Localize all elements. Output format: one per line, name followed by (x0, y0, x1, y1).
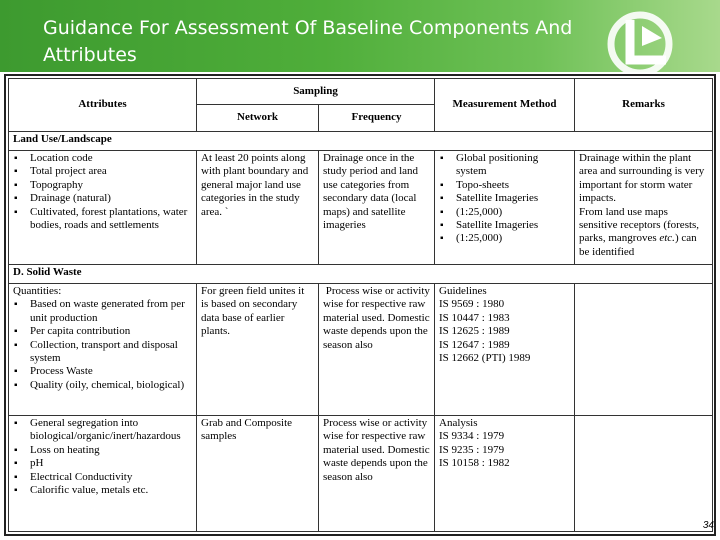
remarks-receptors-text: From land use maps sensitive receptors (forests, parks, mangroves (579, 205, 700, 245)
header-remarks: Remarks (575, 79, 713, 132)
remarks-etc: etc. (659, 232, 675, 245)
page-number: 34 (702, 520, 714, 531)
solid-waste-frequency-2: Process wise or activity wise for respective raw material used. Domestic waste depends upon the season also (319, 416, 435, 532)
solid-waste-remarks-2 (575, 416, 713, 532)
list-item: ▪ (1:25,000) (439, 232, 570, 245)
list-item: ▪ Electrical Conductivity (13, 471, 192, 484)
logo-icon (590, 8, 690, 74)
land-use-network: At least 20 points along with plant boundary and general major land use categories in the study area. ` (197, 151, 319, 265)
solid-waste-network-2: Grab and Composite samples (197, 416, 319, 532)
list-item: IS 10158 : 1982 (439, 457, 510, 470)
remarks-receptors (579, 206, 708, 260)
list-item: IS 9235 : 1979 (439, 443, 505, 456)
list-item: ▪ Topography (13, 179, 192, 192)
section-solid-waste: D. Solid Waste (9, 265, 713, 284)
list-item: IS 12647 : 1989 (439, 338, 510, 351)
solid-waste-attributes-2 (9, 416, 197, 532)
header-measurement-method: Measurement Method (435, 79, 575, 132)
solid-waste-frequency-1: Process wise or activity wise for respective raw material used. Domestic waste depends upon the season also (319, 284, 435, 416)
list-item: IS 12662 (PTI) 1989 (439, 352, 531, 365)
land-use-frequency: Drainage once in the study period and land use categories from secondary data (local maps) and satellite imageries (319, 151, 435, 265)
solid-waste-remarks-1 (575, 284, 713, 416)
quantities-label: Quantities: (13, 285, 62, 297)
list-item: ▪ Calorific value, metals etc. (13, 484, 192, 497)
land-use-methods (435, 151, 575, 265)
land-use-remarks (575, 151, 713, 265)
header-network: Network (197, 105, 319, 132)
header-attributes: Attributes (9, 79, 197, 132)
list-item: ▪ General segregation into biological/organic/inert/hazardous (13, 417, 192, 444)
list-item: ▪ Location code (13, 152, 192, 165)
land-use-attributes (9, 151, 197, 265)
list-item: ▪ Satellite Imageries (439, 192, 570, 205)
list-item: ▪ Per capita contribution (13, 325, 192, 338)
section-land-use: Land Use/Landscape (9, 132, 713, 151)
list-item: ▪ Drainage (natural) (13, 192, 192, 205)
list-item: ▪ Global positioning system (439, 152, 570, 179)
list-item: ▪ Quality (oily, chemical, biological) (13, 379, 192, 392)
solid-waste-network-1: For green field unites it is based on secondary data base of earlier plants. (197, 284, 319, 416)
analysis-label: Analysis (439, 417, 478, 429)
baseline-table (8, 78, 713, 532)
list-item: ▪ Collection, transport and disposal system (13, 339, 192, 366)
list-item: ▪ Process Waste (13, 365, 192, 378)
guidelines-label: Guidelines (439, 285, 487, 297)
solid-waste-attributes-1 (9, 284, 197, 416)
title-bar (0, 0, 720, 72)
solid-waste-methods-1 (435, 284, 575, 416)
remarks-drainage: Drainage within the plant area and surrounding is very important for storm water impacts. (579, 152, 705, 205)
list-item: IS 9569 : 1980 (439, 298, 505, 311)
list-item: ▪ Based on waste generated from per unit production (13, 298, 192, 325)
remarks-receptors-end: ) can be identified (579, 232, 697, 258)
list-item: ▪ Cultivated, forest plantations, water bodies, roads and settlements (13, 206, 192, 233)
list-item: ▪ Satellite Imageries (439, 219, 570, 232)
list-item: ▪ Loss on heating (13, 444, 192, 457)
slide-title: Guidance For Assessment Of Baseline Components And Attributes (43, 17, 573, 66)
list-item: IS 10447 : 1983 (439, 311, 510, 324)
list-item: ▪ Topo-sheets (439, 179, 570, 192)
solid-waste-methods-2 (435, 416, 575, 532)
header-frequency: Frequency (319, 105, 435, 132)
list-item: IS 12625 : 1989 (439, 325, 510, 338)
list-item: ▪ Total project area (13, 165, 192, 178)
list-item: IS 9334 : 1979 (439, 430, 505, 443)
header-sampling: Sampling (197, 79, 435, 105)
list-item: ▪ (1:25,000) (439, 206, 570, 219)
list-item: ▪ pH (13, 457, 192, 470)
